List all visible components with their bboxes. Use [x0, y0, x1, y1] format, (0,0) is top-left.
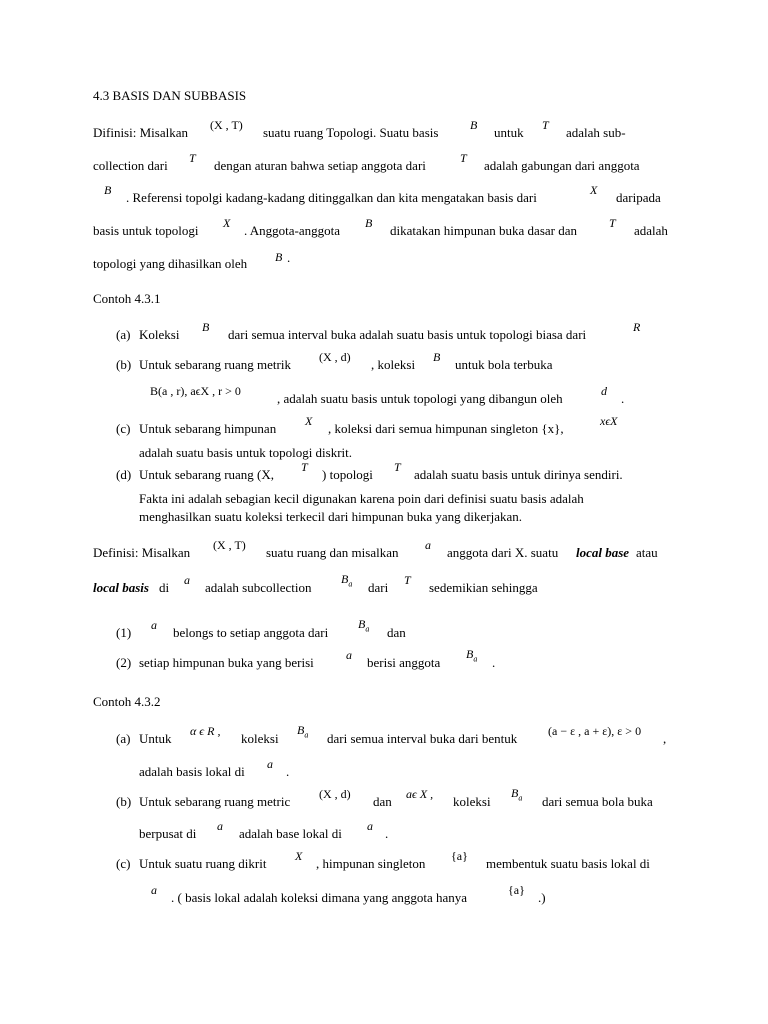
math-topology-t: T: [189, 151, 196, 165]
math-basis-b: B: [202, 320, 210, 334]
example-2-b-text-6: adalah base lokal di: [239, 826, 342, 841]
example-2-b-text-2: dan: [373, 794, 392, 809]
math-topology-t: T: [460, 151, 467, 165]
definition-2-line-2-text-d: dari: [368, 580, 389, 595]
example-1-c-text-2: , koleksi dari semua himpunan singleton {x},: [328, 421, 564, 436]
example-1-a-label: (a): [116, 327, 131, 342]
example-2-c-text-3: membentuk suatu basis lokal di: [486, 856, 650, 871]
math-local-basis-b-a: $B_a$: [358, 617, 370, 634]
definition-2-line-1-text-e: atau: [636, 545, 658, 560]
math-reals-r: R: [633, 320, 641, 334]
math-open-interval: (a − ε , a + ε), ε > 0: [548, 724, 642, 738]
term-local-base: local base: [576, 545, 630, 560]
example-2-b-text-5: berpusat di: [139, 826, 197, 841]
definition-1-line-1-text-c: untuk: [494, 125, 524, 140]
definition-1-line-1-text-a: Difinisi: Misalkan: [93, 125, 188, 140]
example-2-a-label: (a): [116, 731, 131, 746]
example-1-c-text-3: adalah suatu basis untuk topologi diskrit.: [139, 445, 353, 460]
definition-1-line-2-text-b: dengan aturan bahwa setiap anggota dari: [214, 158, 426, 173]
example-1-heading: Contoh 4.3.1: [93, 291, 161, 306]
definition-2-line-1-text-c: anggota dari X. suatu: [447, 545, 559, 560]
section-title: 4.3 BASIS DAN SUBBASIS: [93, 88, 247, 103]
math-point-a: a: [267, 757, 273, 771]
definition-2-item-2-text-b: berisi anggota: [367, 655, 441, 670]
math-topology-t: T: [394, 460, 401, 474]
example-1-d-text-2: ) topologi: [322, 467, 373, 482]
example-1-d-label: (d): [116, 467, 132, 482]
example-1-b-label: (b): [116, 357, 132, 372]
definition-2-line-2-text-e: sedemikian sehingga: [429, 580, 538, 595]
math-alpha-in-r: α ϵ R ,: [190, 724, 221, 738]
definition-2-line-1-text-b: suatu ruang dan misalkan: [266, 545, 399, 560]
example-2-b-text-1: Untuk sebarang ruang metric: [139, 794, 291, 809]
math-singleton-a: {a}: [451, 849, 468, 863]
math-point-a: a: [184, 573, 190, 587]
definition-2-line-1-text-a: Definisi: Misalkan: [93, 545, 191, 560]
math-local-basis-b-a: $B_a$: [297, 723, 309, 740]
math-point-a: a: [346, 648, 352, 662]
definition-1-line-3-text-a: . Referensi topolgi kadang-kadang ditinggalkan dan kita mengatakan basis dari: [126, 190, 537, 205]
math-point-a: a: [151, 883, 157, 897]
example-2-b-text-3: koleksi: [453, 794, 491, 809]
math-basis-b: B: [104, 183, 112, 197]
math-topology-t: T: [404, 573, 411, 587]
example-2-b-text-4: dari semua bola buka: [542, 794, 653, 809]
definition-2-line-2-text-b: di: [159, 580, 170, 595]
definition-1-line-4-text-b: . Anggota-anggota: [244, 223, 341, 238]
math-space-x-t: (X , T): [213, 538, 246, 552]
math-local-basis-b-a: $B_a$: [341, 572, 353, 589]
example-2-c-text-1: Untuk suatu ruang dikrit: [139, 856, 267, 871]
example-1-a-text-2: dari semua interval buka adalah suatu basis untuk topologi biasa dari: [228, 327, 587, 342]
example-2-a-text-2: koleksi: [241, 731, 279, 746]
example-1-c-text-1: Untuk sebarang himpunan: [139, 421, 277, 436]
math-topology-t: T: [542, 118, 549, 132]
example-1-b-text-2: , koleksi: [371, 357, 416, 372]
example-1-d-text-3: adalah suatu basis untuk dirinya sendiri.: [414, 467, 623, 482]
example-1-a-text-1: Koleksi: [139, 327, 180, 342]
math-point-a: a: [151, 618, 157, 632]
definition-2-item-1-label: (1): [116, 625, 132, 640]
example-2-b-label: (b): [116, 794, 132, 809]
definition-1-line-3-text-b: daripada: [616, 190, 661, 205]
example-1-b-text-1: Untuk sebarang ruang metrik: [139, 357, 291, 372]
definition-2-line-2-text-c: adalah subcollection: [205, 580, 312, 595]
math-basis-b: B: [433, 350, 441, 364]
math-topology-t: T: [301, 460, 308, 474]
math-local-basis-b-a: $B_a$: [466, 647, 478, 664]
term-local-basis: local basis: [93, 580, 149, 595]
math-space-x: X: [590, 183, 598, 197]
math-a-in-x: aϵ X ,: [406, 787, 434, 801]
example-1-d-text-1: Untuk sebarang ruang (X,: [139, 467, 275, 482]
math-basis-b: B: [275, 250, 283, 264]
math-point-a: a: [367, 819, 373, 833]
definition-1-line-4-text-a: basis untuk topologi: [93, 223, 199, 238]
example-2-a-text-6: .: [286, 764, 290, 779]
math-basis-b: B: [470, 118, 478, 132]
example-1-b-text-3: untuk bola terbuka: [455, 357, 553, 372]
example-2-a-text-5: adalah basis lokal di: [139, 764, 245, 779]
definition-1-period: .: [287, 250, 291, 265]
definition-1-line-5-text-a: topologi yang dihasilkan oleh: [93, 256, 248, 271]
math-topology-t: T: [609, 216, 616, 230]
math-singleton-a: {a}: [508, 883, 525, 897]
math-basis-b: B: [365, 216, 373, 230]
math-space-x: X: [295, 849, 303, 863]
example-2-a-text-4: ,: [663, 731, 667, 746]
math-x-in-x: xϵX: [600, 414, 618, 428]
example-2-c-text-4: . ( basis lokal adalah koleksi dimana yang anggota hanya: [171, 890, 468, 905]
definition-1-line-4-text-c: dikatakan himpunan buka dasar dan: [390, 223, 577, 238]
example-2-heading: Contoh 4.3.2: [93, 694, 161, 709]
example-1-c-label: (c): [116, 421, 131, 436]
math-space-x: X: [305, 414, 313, 428]
example-1-b-text-5: .: [621, 391, 625, 406]
definition-2-item-1-text-b: dan: [387, 625, 406, 640]
math-open-ball: B(a , r), aϵX , r > 0: [150, 384, 241, 398]
math-point-a: a: [217, 819, 223, 833]
definition-1-line-1-text-d: adalah sub-: [566, 125, 626, 140]
example-1-d-text-4: Fakta ini adalah sebagian kecil digunakan karena poin dari definisi suatu basis adalah: [139, 491, 584, 506]
definition-2-item-2-label: (2): [116, 655, 132, 670]
example-2-c-label: (c): [116, 856, 131, 871]
example-2-c-text-5: .): [538, 890, 546, 905]
math-space-x: X: [223, 216, 231, 230]
math-local-basis-b-a: $B_a$: [511, 786, 523, 803]
math-space-x-t: (X , T): [210, 118, 243, 132]
example-2-b-text-7: .: [385, 826, 389, 841]
definition-1-line-1-text-b: suatu ruang Topologi. Suatu basis: [263, 125, 439, 140]
definition-2-item-2-text-a: setiap himpunan buka yang berisi: [139, 655, 314, 670]
example-2-a-text-3: dari semua interval buka dari bentuk: [327, 731, 518, 746]
definition-1-line-2-text-c: adalah gabungan dari anggota: [484, 158, 640, 173]
example-1-d-text-5: menghasilkan suatu koleksi terkecil dari himpunan buka yang dikerjakan.: [139, 509, 523, 524]
math-metric-space: (X , d): [319, 350, 351, 364]
definition-1-line-4-text-d: adalah: [634, 223, 668, 238]
math-metric-space: (X , d): [319, 787, 351, 801]
definition-1-line-2-text-a: collection dari: [93, 158, 168, 173]
example-1-b-text-4: , adalah suatu basis untuk topologi yang dibangun oleh: [277, 391, 563, 406]
example-2-a-text-1: Untuk: [139, 731, 172, 746]
definition-2-item-2-text-c: .: [492, 655, 496, 670]
example-2-c-text-2: , himpunan singleton: [316, 856, 426, 871]
math-metric-d: d: [601, 384, 607, 398]
math-point-a: a: [425, 538, 431, 552]
definition-2-item-1-text-a: belongs to setiap anggota dari: [173, 625, 329, 640]
